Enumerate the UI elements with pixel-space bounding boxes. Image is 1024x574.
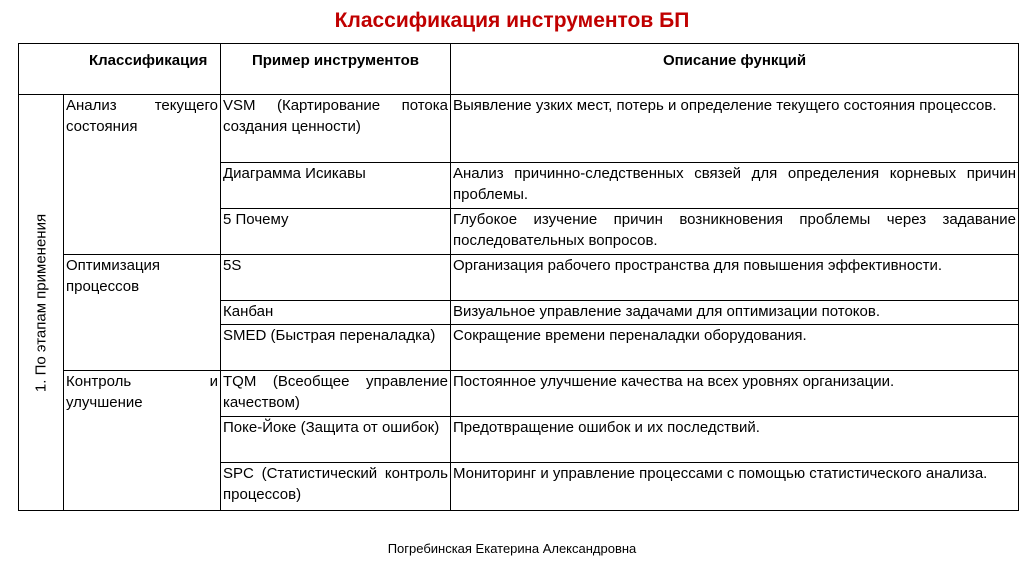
tool-example: TQM (Всеобщее управление качеством) — [221, 371, 451, 417]
group-name: Анализ текущего состояния — [64, 95, 221, 255]
table-row — [19, 255, 1019, 301]
tool-description: Мониторинг и управление процессами с помощью статистического анализа. — [451, 463, 1019, 511]
slide-title: Классификация инструментов БП — [334, 9, 690, 32]
stage-label: 1. По этапам применения — [32, 213, 50, 392]
table-row — [19, 95, 1019, 163]
tool-description: Организация рабочего пространства для повышения эффективности. — [451, 255, 1019, 301]
header-row — [19, 44, 1019, 95]
tool-description: Постоянное улучшение качества на всех уровнях организации. — [451, 371, 1019, 417]
author-footer: Погребинская Екатерина Александровна — [387, 541, 637, 556]
header-description: Описание функций — [451, 44, 1019, 95]
tool-description: Выявление узких мест, потерь и определение текущего состояния процессов. — [451, 95, 1019, 163]
tool-example: SMED (Быстрая переналадка) — [221, 325, 451, 371]
tool-description: Глубокое изучение причин возникновения проблемы через задавание последовательных вопросов. — [451, 209, 1019, 255]
tool-example: Поке-Йоке (Защита от ошибок) — [221, 417, 451, 463]
tool-example: Диаграмма Исикавы — [221, 163, 451, 209]
tool-description: Анализ причинно-следственных связей для определения корневых причин проблемы. — [451, 163, 1019, 209]
group-name: Контроль и улучшение — [64, 371, 221, 511]
tool-description: Визуальное управление задачами для оптимизации потоков. — [451, 301, 1019, 325]
tool-description: Сокращение времени переналадки оборудования. — [451, 325, 1019, 371]
tool-example: VSM (Картирование потока создания ценности) — [221, 95, 451, 163]
group-name: Оптимизация процессов — [64, 255, 221, 371]
tool-example: 5S — [221, 255, 451, 301]
classification-table — [18, 43, 1019, 511]
tool-example: SPC (Статистический контроль процессов) — [221, 463, 451, 511]
header-example: Пример инструментов — [221, 44, 451, 95]
table-row — [19, 371, 1019, 417]
tool-example: Канбан — [221, 301, 451, 325]
stage-cell — [19, 95, 64, 511]
tool-example: 5 Почему — [221, 209, 451, 255]
tool-description: Предотвращение ошибок и их последствий. — [451, 417, 1019, 463]
header-classification: Классификация — [19, 44, 221, 95]
